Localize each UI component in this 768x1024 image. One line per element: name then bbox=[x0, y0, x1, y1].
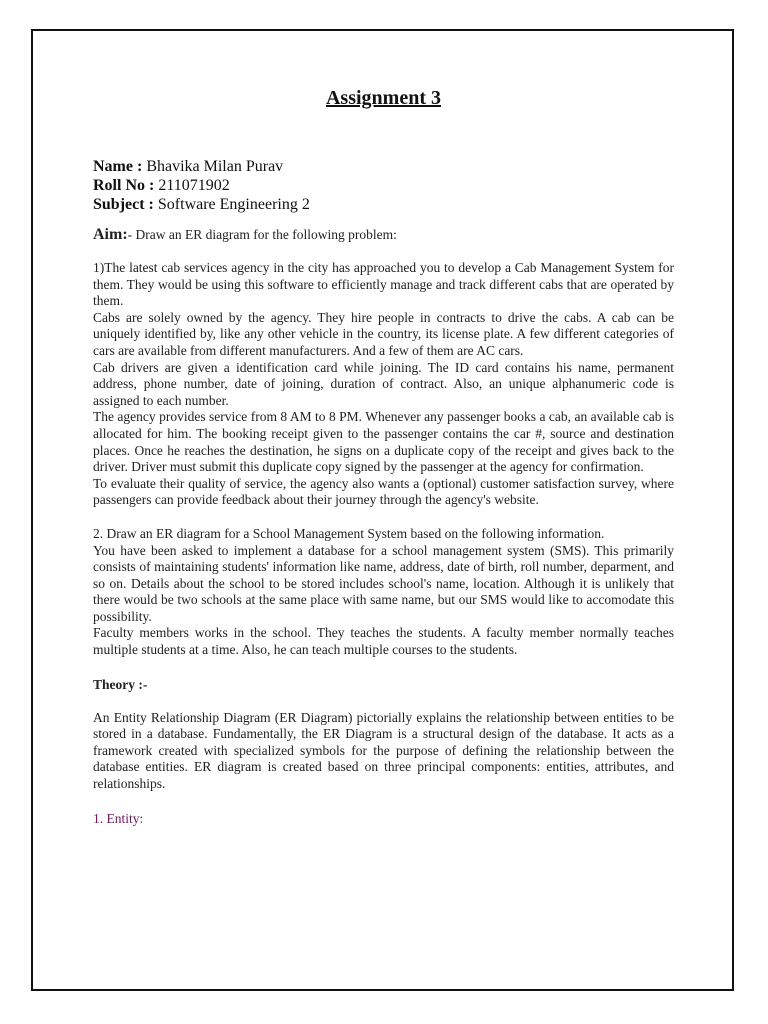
problem1-cabs: Cabs are solely owned by the agency. They hire people in contracts to drive the cabs. A cab can be uniquely identified by, like any other vehicle in the country, its license plate. A few different categories of cars are available from different manufacturers. And a few of them are AC cars. bbox=[93, 309, 674, 358]
name-label: Name : bbox=[93, 158, 143, 175]
entity-heading: 1. Entity: bbox=[93, 810, 144, 826]
roll-line bbox=[93, 176, 674, 195]
aim-line bbox=[93, 227, 674, 243]
document-title: Assignment 3 bbox=[325, 87, 441, 109]
problem2-sms: You have been asked to implement a database for a school management system (SMS). This primarily consists of maintaining students' information like name, address, date of birth, roll number, deparment, and so on. Details about the school to be stored includes school's name, location. Although it is unlikely that there would be two schools at the same place with same name, but our SMS would like to accomodate this possibility. bbox=[93, 542, 674, 624]
subject-value: Software Engineering 2 bbox=[153, 196, 310, 213]
problem-2 bbox=[93, 526, 674, 659]
aim-text: - Draw an ER diagram for the following problem: bbox=[127, 227, 397, 242]
problem2-faculty: Faculty members works in the school. They teaches the students. A faculty member normally teaches multiple students at a time. Also, he can teach multiple courses to the students. bbox=[93, 625, 674, 658]
subject-line bbox=[93, 195, 674, 214]
roll-value: 211071902 bbox=[154, 177, 230, 194]
name-value: Bhavika Milan Purav bbox=[142, 158, 284, 175]
problem1-drivers: Cab drivers are given a identification card while joining. The ID card contains his name, permanent address, phone number, date of joining, duration of contract. Also, an unique alphanumeric code is assigned to each number. bbox=[93, 359, 674, 408]
problem1-booking: The agency provides service from 8 AM to 8 PM. Whenever any passenger books a cab, an available cab is allocated for him. The booking receipt given to the passenger contains the car #, source and destination places. Once he reaches the destination, he signs on a duplicate copy of the receipt and gives back to the driver. Driver must submit this duplicate copy signed by the passenger at the agency for confirmation. bbox=[93, 409, 674, 475]
document-body bbox=[93, 87, 674, 827]
problem2-intro: 2. Draw an ER diagram for a School Management System based on the following information. bbox=[93, 525, 605, 541]
problem1-intro: 1)The latest cab services agency in the city has approached you to develop a Cab Management System for them. They would be using this software to efficiently manage and track different cabs that are operated by them. bbox=[93, 260, 674, 309]
theory-text: An Entity Relationship Diagram (ER Diagram) pictorially explains the relationship between entities to be stored in a database. Fundamentally, the ER Diagram is a structural design of the database. It acts as a framework created with specialized symbols for the purpose of defining the relationship between the database entities. ER diagram is created based on three principal components: entities, attributes, and relationships. bbox=[93, 709, 674, 792]
roll-label: Roll No : bbox=[93, 177, 155, 194]
problem-1 bbox=[93, 260, 674, 509]
aim-label: Aim: bbox=[93, 226, 128, 243]
theory-heading: Theory :- bbox=[93, 676, 148, 692]
subject-label: Subject : bbox=[93, 196, 154, 213]
problem1-survey: To evaluate their quality of service, the agency also wants a (optional) customer satisfaction survey, where passengers can provide feedback about their journey through the agency's website. bbox=[93, 475, 674, 508]
name-line bbox=[93, 157, 674, 176]
